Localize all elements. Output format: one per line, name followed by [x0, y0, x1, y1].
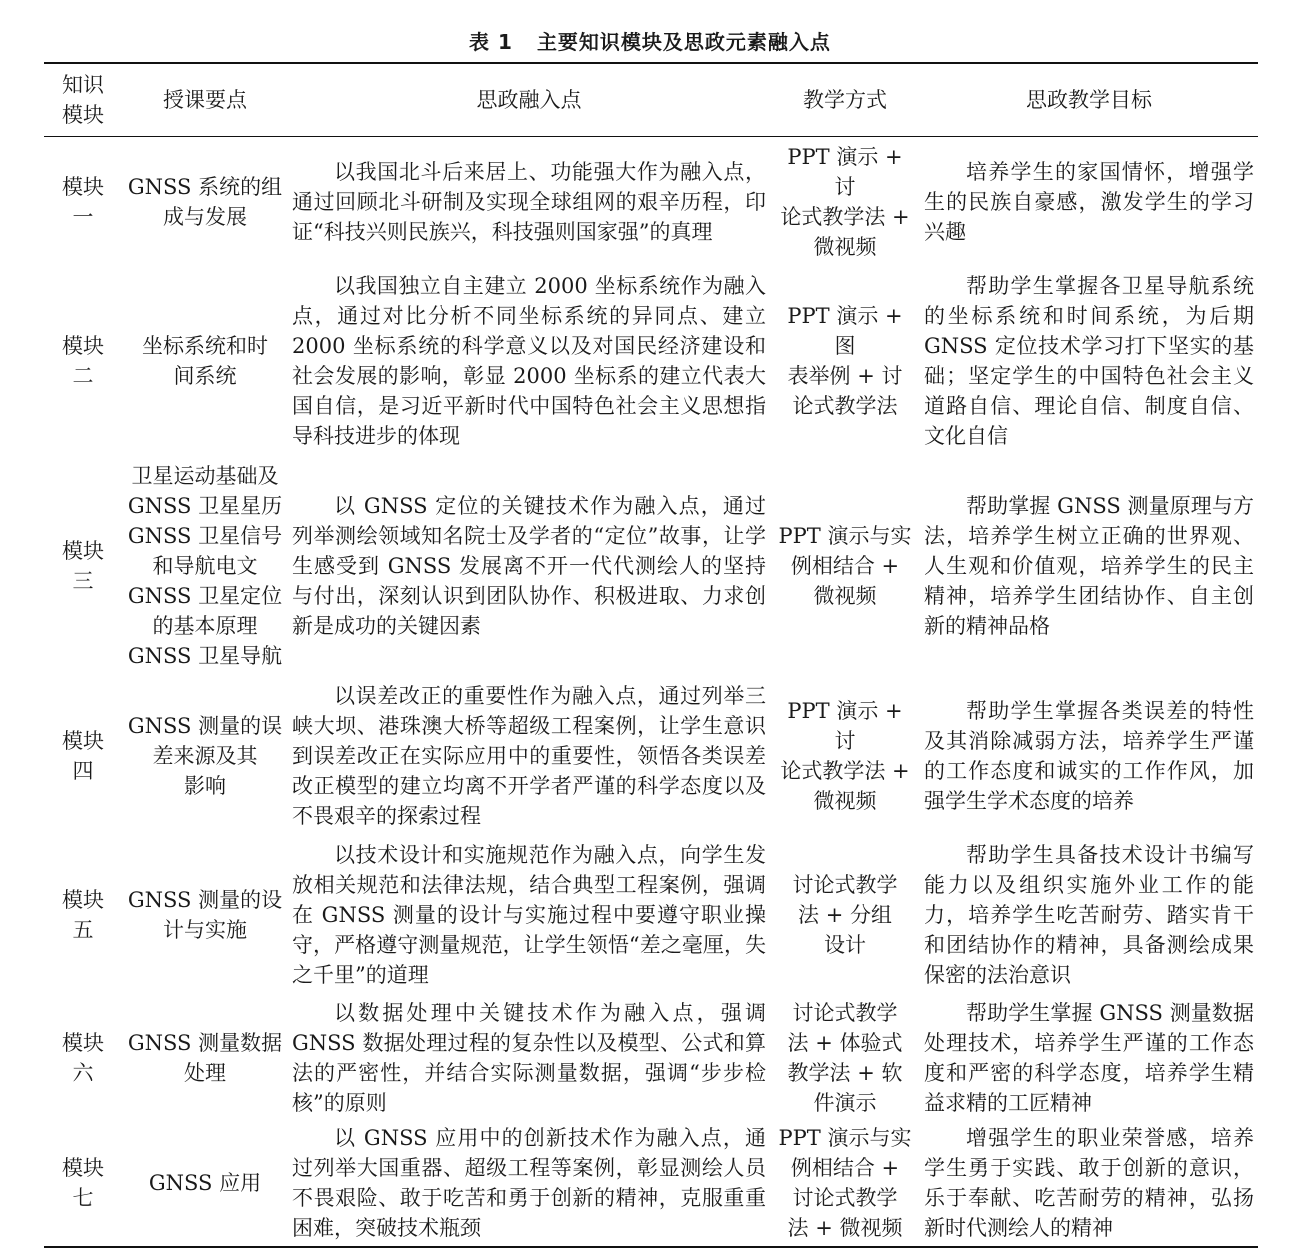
teaching-point-cell: 坐标系统和时 间系统 [142, 333, 268, 388]
teaching-point-cell: 卫星运动基础及 GNSS 卫星星历 GNSS 卫星信号 和导航电文 GNSS 卫星定位 的基本原理 GNSS 卫星导航 [127, 463, 283, 668]
module-cell: 模块 四 [62, 728, 104, 783]
teaching-goal-cell: 帮助学生掌握各类误差的特性及其消除减弱方法，培养学生严谨的工作态度和诚实的工作作风，加强学生学术态度的培养 [924, 698, 1254, 813]
teaching-goal-cell: 增强学生的职业荣誉感，培养学生勇于实践、敢于创新的意识，乐于奉献、吃苦耐劳的精神，弘扬新时代测绘人的精神 [924, 1126, 1254, 1240]
module-cell: 模块 五 [62, 887, 104, 942]
table-row [44, 677, 1258, 835]
integration-point-cell: 以误差改正的重要性作为融入点，通过列举三峡大坝、港珠澳大桥等超级工程案例，让学生意识到误差改正在实际应用中的重要性，领悟各类误差改正模型的建立均离不开学者严谨的科学态度以及不畏艰辛的探索过程 [292, 683, 766, 828]
teaching-method-cell: PPT 演示与实 例相结合 + 讨论式教学 法 + 微视频 [778, 1126, 912, 1240]
teaching-method-cell: 讨论式教学 法 + 分组 设计 [792, 872, 898, 957]
teaching-goal-cell: 培养学生的家国情怀，增强学生的民族自豪感，激发学生的学习兴趣 [924, 159, 1254, 244]
teaching-method-cell: 讨论式教学 法 + 体验式 教学法 + 软 件演示 [787, 1000, 903, 1115]
integration-point-cell: 以技术设计和实施规范作为融入点，向学生发放相关规范和法律法规，结合典型工程案例，强调在 GNSS 测量的设计与实施过程中要遵守职业操守，严格遵守测量规范，让学生领悟“差之毫厘，失之千里”的道理 [292, 842, 766, 987]
module-cell: 模块 一 [62, 174, 104, 229]
header-teaching-goal: 思政教学目标 [1026, 88, 1152, 112]
table-number: 表 1 [469, 30, 513, 54]
teaching-method-cell: PPT 演示 + 讨 论式教学法 + 微视频 [780, 698, 910, 813]
table-title: 主要知识模块及思政元素融入点 [536, 30, 831, 54]
modules-table [44, 62, 1258, 1248]
teaching-goal-cell: 帮助掌握 GNSS 测量原理与方法，培养学生树立正确的世界观、人生观和价值观，培养学生的民主精神，培养学生团结协作、自主创新的精神品格 [924, 493, 1254, 638]
table-row [44, 267, 1258, 455]
header-integration-point: 思政融入点 [476, 88, 582, 112]
integration-point-cell: 以我国独立自主建立 2000 坐标系统作为融入点，通过对比分析不同坐标系统的异同点、建立 2000 坐标系统的科学意义以及对国民经济建设和社会发展的影响，彰显 2000 坐标系的建立代表大国自信，是习近平新时代中国特色社会主义思想指导科技进步的体现 [292, 273, 766, 448]
table-row [44, 137, 1258, 267]
teaching-goal-cell: 帮助学生具备技术设计书编写能力以及组织实施外业工作的能力，培养学生吃苦耐劳、踏实肯干和团结协作的精神，具备测绘成果保密的法治意识 [924, 842, 1254, 987]
table-row [44, 835, 1258, 995]
integration-point-cell: 以 GNSS 定位的关键技术作为融入点，通过列举测绘领域知名院士及学者的“定位”故事，让学生感受到 GNSS 发展离不开一代代测绘人的坚持与付出，深刻认识到团队协作、积极进取、力求创新是成功的关键因素 [292, 493, 766, 638]
table-header-row [44, 63, 1258, 137]
teaching-goal-cell: 帮助学生掌握 GNSS 测量数据处理技术，培养学生严谨的工作态度和严密的科学态度，培养学生精益求精的工匠精神 [924, 1000, 1254, 1115]
teaching-point-cell: GNSS 系统的组 成与发展 [127, 174, 283, 229]
module-cell: 模块 七 [62, 1156, 104, 1210]
teaching-point-cell: GNSS 测量数据 处理 [127, 1030, 283, 1085]
module-cell: 模块 六 [62, 1030, 104, 1085]
integration-point-cell: 以我国北斗后来居上、功能强大作为融入点，通过回顾北斗研制及实现全球组网的艰辛历程，印证“科技兴则民族兴，科技强则国家强”的真理 [292, 159, 766, 244]
header-teaching-point: 授课要点 [163, 88, 247, 112]
module-cell: 模块 二 [62, 333, 104, 388]
teaching-goal-cell: 帮助学生掌握各卫星导航系统的坐标系统和时间系统，为后期 GNSS 定位技术学习打下坚实的基础；坚定学生的中国特色社会主义道路自信、理论自信、制度自信、文化自信 [924, 273, 1254, 448]
table-row [44, 455, 1258, 677]
integration-point-cell: 以数据处理中关键技术作为融入点，强调 GNSS 数据处理过程的复杂性以及模型、公式和算法的严密性，并结合实际测量数据，强调“步步检核”的原则 [292, 1000, 766, 1115]
header-module: 知识 模块 [62, 73, 104, 127]
header-teaching-method: 教学方式 [803, 88, 887, 112]
teaching-method-cell: PPT 演示 + 图 表举例 + 讨 论式教学法 [787, 303, 903, 418]
table-caption [0, 28, 1300, 56]
integration-point-cell: 以 GNSS 应用中的创新技术作为融入点，通过列举大国重器、超级工程等案例，彰显测绘人员不畏艰险、敢于吃苦和勇于创新的精神，克服重重困难，突破技术瓶颈 [292, 1126, 766, 1240]
teaching-point-cell: GNSS 测量的误 差来源及其 影响 [127, 713, 283, 798]
teaching-method-cell: PPT 演示 + 讨 论式教学法 + 微视频 [780, 144, 910, 259]
table-row [44, 1121, 1258, 1247]
module-cell: 模块 三 [62, 538, 104, 593]
teaching-point-cell: GNSS 应用 [148, 1171, 262, 1195]
teaching-method-cell: PPT 演示与实 例相结合 + 微视频 [778, 523, 912, 608]
teaching-point-cell: GNSS 测量的设 计与实施 [127, 887, 283, 942]
table-row [44, 995, 1258, 1121]
